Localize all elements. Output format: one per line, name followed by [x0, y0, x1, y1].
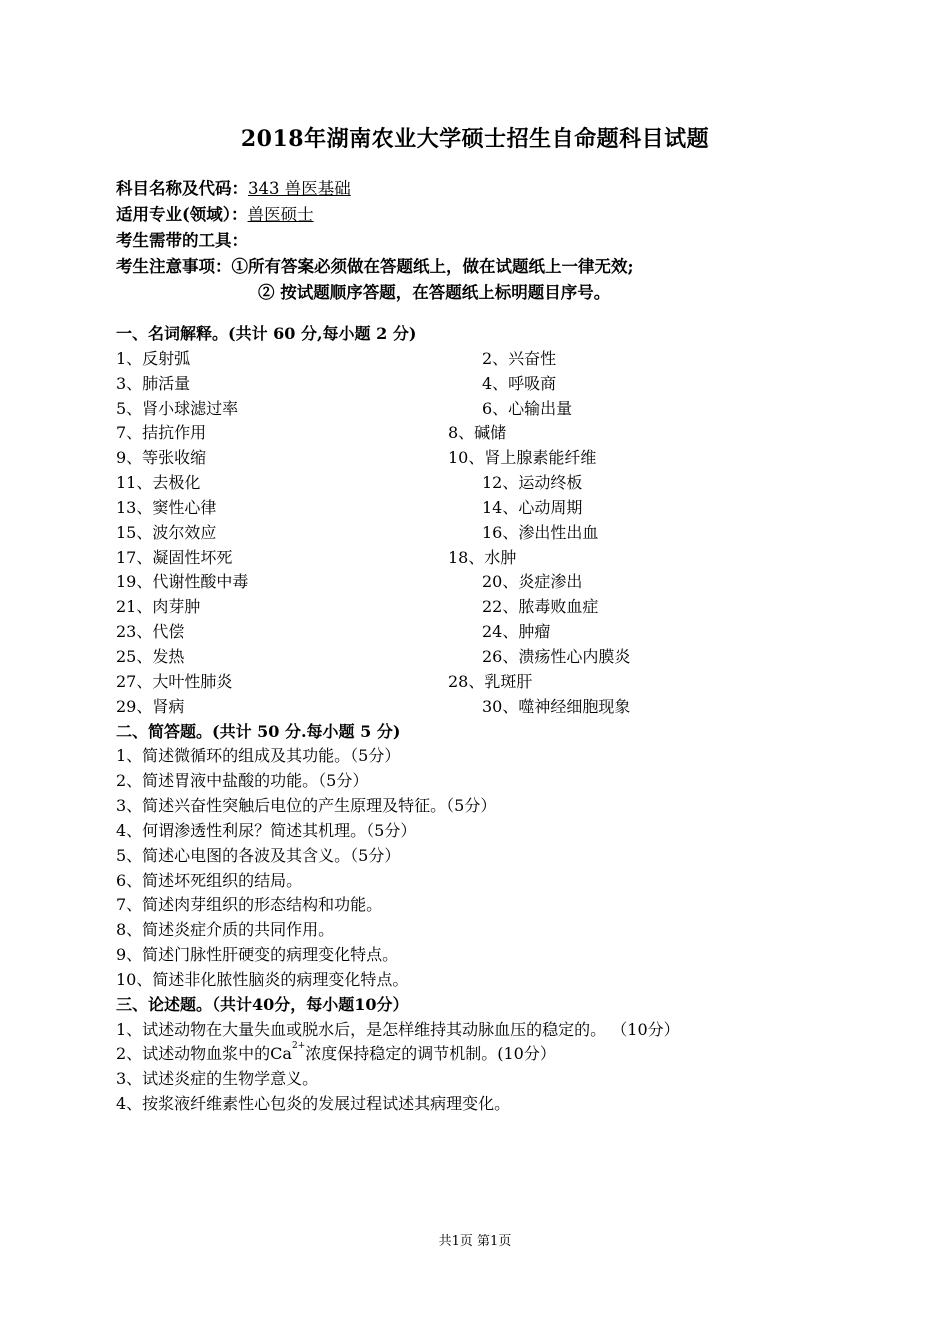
note-2: ② 按试题顺序答题，在答题纸上标明题目序号。 — [258, 283, 611, 302]
essay-item-2-pre: 2、试述动物血浆中的Ca — [116, 1044, 292, 1064]
short-answer-item: 10、简述非化脓性脑炎的病理变化特点。 — [116, 969, 409, 989]
subject-row — [116, 176, 634, 202]
term-item: 6、心输出量 — [482, 398, 573, 418]
term-row — [116, 670, 836, 695]
term-item: 26、溃疡性心内膜炎 — [482, 646, 631, 666]
term-item: 9、等张收缩 — [116, 448, 207, 468]
major-value: 兽医硕士 — [247, 205, 314, 224]
term-item: 23、代偿 — [116, 622, 185, 642]
term-row — [116, 521, 836, 546]
tools-row — [116, 228, 634, 254]
term-item: 1、反射弧 — [116, 348, 191, 368]
term-item: 17、凝固性坏死 — [116, 547, 233, 567]
term-item: 18、水肿 — [448, 547, 517, 567]
term-row — [116, 372, 836, 397]
subject-value: 343 兽医基础 — [248, 179, 351, 198]
essay-item — [116, 1042, 836, 1067]
exam-meta — [116, 176, 634, 306]
term-row — [116, 645, 836, 670]
short-answer-item: 1、简述微循环的组成及其功能。（5分） — [116, 746, 401, 766]
short-answer-item: 3、简述兴奋性突触后电位的产生原理及特征。（5分） — [116, 796, 497, 816]
term-item: 3、肺活量 — [116, 373, 191, 393]
term-item: 7、拮抗作用 — [116, 423, 207, 443]
section-3-heading: 三、论述题。（共计40分，每小题10分） — [116, 994, 409, 1014]
page-footer: 共1页 第1页 — [438, 1234, 512, 1249]
term-item: 4、呼吸商 — [482, 373, 557, 393]
tools-label: 考生需带的工具： — [116, 231, 248, 250]
term-row — [116, 695, 836, 720]
term-item: 11、去极化 — [116, 473, 201, 493]
term-item: 8、碱储 — [448, 423, 507, 443]
short-answer-item: 9、简述门脉性肝硬变的病理变化特点。 — [116, 945, 399, 965]
questions — [116, 322, 836, 1117]
term-row — [116, 546, 836, 571]
short-answer-item: 8、简述炎症介质的共同作用。 — [116, 920, 335, 940]
short-answer-item: 7、简述肉芽组织的形态结构和功能。 — [116, 895, 383, 915]
term-row — [116, 570, 836, 595]
short-answer-item: 6、简述坏死组织的结局。 — [116, 870, 303, 890]
term-item: 5、肾小球滤过率 — [116, 398, 239, 418]
term-item: 12、运动终板 — [482, 473, 583, 493]
term-item: 16、渗出性出血 — [482, 522, 599, 542]
note-1: ①所有答案必须做在答题纸上，做在试题纸上一律无效; — [231, 257, 634, 276]
term-item: 29、肾病 — [116, 696, 185, 716]
essay-item-2-post: 浓度保持稳定的调节机制。(10分） — [305, 1044, 556, 1064]
term-item: 24、肿瘤 — [482, 622, 551, 642]
term-item: 30、噬神经细胞现象 — [482, 696, 631, 716]
term-item: 14、心动周期 — [482, 497, 583, 517]
term-row — [116, 397, 836, 422]
essay-item: 3、试述炎症的生物学意义。 — [116, 1069, 319, 1089]
term-item: 25、发热 — [116, 646, 185, 666]
term-item: 28、乳斑肝 — [448, 671, 533, 691]
term-row — [116, 620, 836, 645]
major-label: 适用专业(领域）： — [116, 205, 248, 224]
essay-item: 1、试述动物在大量失血或脱水后，是怎样维持其动脉血压的稳定的。 （10分） — [116, 1019, 680, 1039]
term-row — [116, 595, 836, 620]
page-title: 2018年湖南农业大学硕士招生自命题科目试题 — [240, 126, 710, 152]
essay-item-2-sup: 2+ — [291, 1041, 306, 1052]
term-item: 13、窦性心律 — [116, 497, 217, 517]
term-item: 2、兴奋性 — [482, 348, 557, 368]
term-item: 20、炎症渗出 — [482, 572, 583, 592]
term-item: 21、肉芽肿 — [116, 597, 201, 617]
section-1-heading: 一、名词解释。(共计 60 分,每小题 2 分) — [116, 324, 417, 343]
essay-item: 4、按浆液纤维素性心包炎的发展过程试述其病理变化。 — [116, 1094, 511, 1114]
term-row — [116, 421, 836, 446]
short-answer-item: 5、简述心电图的各波及其含义。（5分） — [116, 845, 401, 865]
short-answer-item: 2、简述胃液中盐酸的功能。（5分） — [116, 771, 369, 791]
term-item: 10、肾上腺素能纤维 — [448, 448, 597, 468]
term-row — [116, 496, 836, 521]
notes-row-2 — [116, 280, 634, 306]
short-answer-item: 4、何谓渗透性利尿？简述其机理。（5分） — [116, 820, 417, 840]
notes-row — [116, 254, 634, 280]
subject-label: 科目名称及代码： — [116, 179, 248, 198]
term-item: 19、代谢性酸中毒 — [116, 572, 249, 592]
term-row — [116, 446, 836, 471]
term-item: 15、波尔效应 — [116, 522, 217, 542]
term-item: 22、脓毒败血症 — [482, 597, 599, 617]
major-row — [116, 202, 634, 228]
notes-label: 考生注意事项： — [116, 257, 232, 276]
term-item: 27、大叶性肺炎 — [116, 671, 233, 691]
term-row — [116, 471, 836, 496]
term-row — [116, 347, 836, 372]
section-2-heading: 二、简答题。(共计 50 分.每小题 5 分) — [116, 721, 401, 741]
